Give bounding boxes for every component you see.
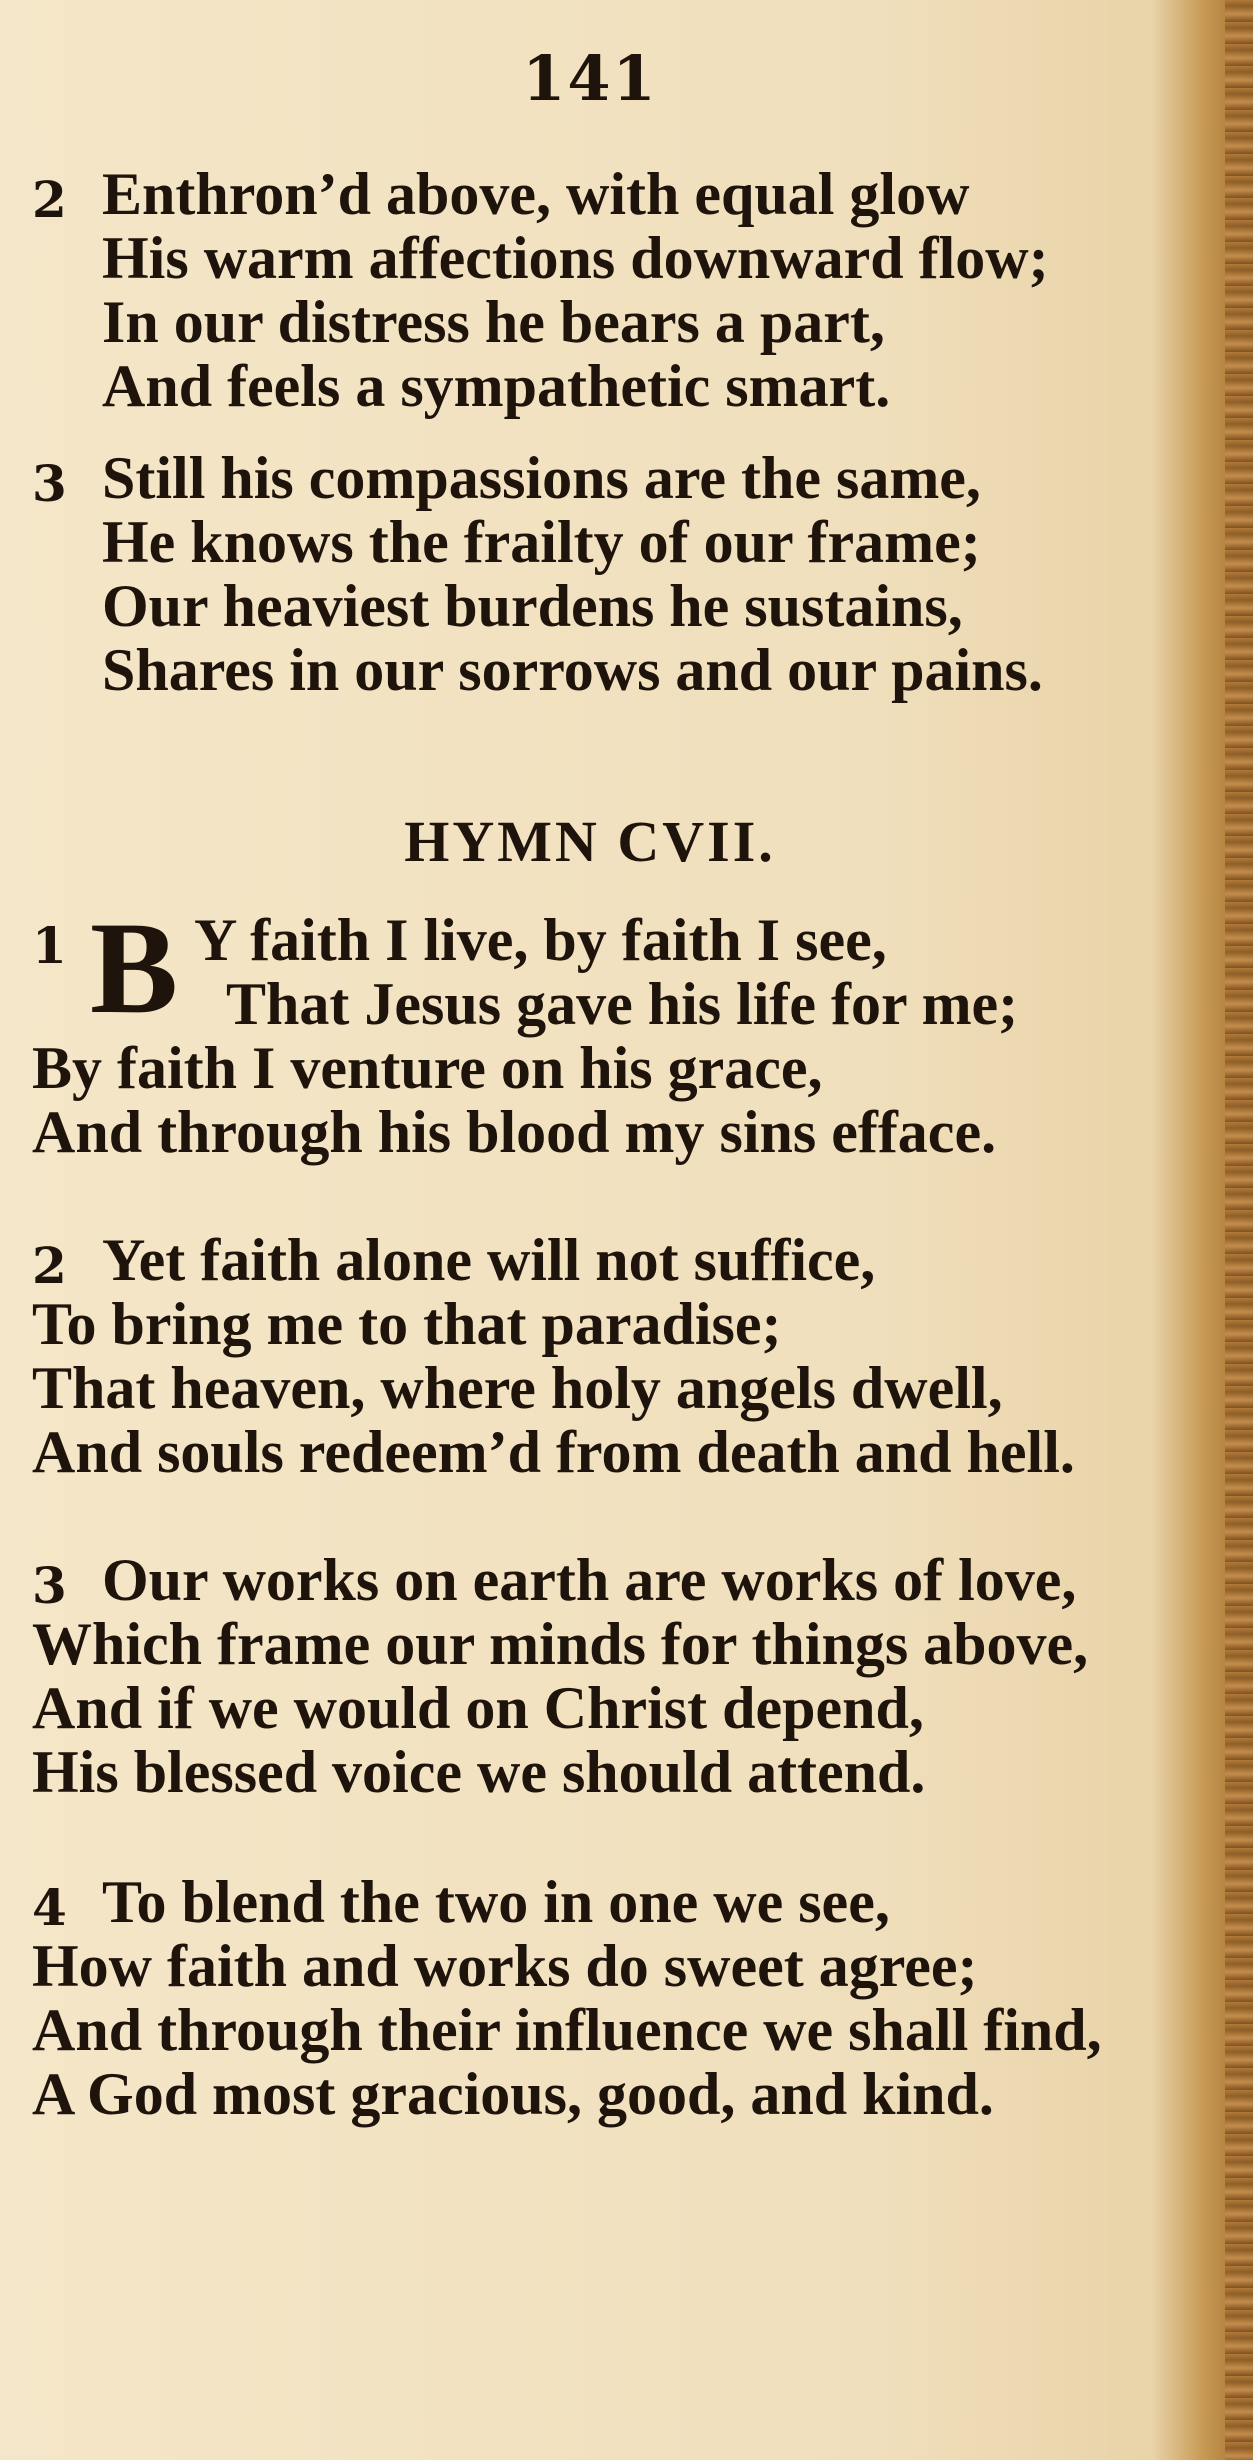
verse-line: Our heaviest burdens he sustains, [102,573,963,639]
verse-line: And feels a sympathetic smart. [102,353,891,419]
prev-hymn-verse-2 [32,162,1049,418]
hymn-verse-3 [32,1548,1088,1804]
verse-line: Which frame our minds for things above, [32,1611,1089,1677]
verse-line: And if we would on Christ depend, [32,1675,924,1741]
hymn-title: HYMN CVII. [404,809,776,874]
verse-line: Still his compassions are the same, [102,445,981,511]
verse-line: Enthron’d above, with equal glow [102,161,970,227]
verse-line: That heaven, where holy angels dwell, [32,1355,1003,1421]
verse-line: Our works on earth are works of love, [102,1547,1077,1613]
verse-line: In our distress he bears a part, [102,289,885,355]
verse-number: 3 [32,1556,67,1615]
verse-line: His blessed voice we should attend. [32,1739,926,1805]
hymn-verse-1 [32,894,1019,1165]
page-edge [1225,0,1253,2460]
hymn-verse-2 [32,1228,1075,1484]
verse-line: How faith and works do sweet agree; [32,1933,978,1999]
verse-number: 2 [32,1236,67,1295]
verse-line: His warm affections downward flow; [102,225,1049,291]
verse-number: 3 [32,454,67,513]
drop-cap: B [90,894,179,1041]
verse-number: 2 [32,170,67,229]
verse-line: To blend the two in one we see, [102,1869,890,1935]
verse-line: That Jesus gave his life for me; [226,971,1019,1037]
verse-line: And souls redeem’d from death and hell. [32,1419,1075,1485]
page-number: 141 [522,42,658,115]
verse-line: Shares in our sorrows and our pains. [102,637,1043,703]
verse-line: Yet faith alone will not suffice, [102,1227,876,1293]
verse-line: Y faith I live, by faith I see, [194,907,887,973]
verse-number: 4 [32,1878,67,1937]
verse-line: And through their influence we shall find, [32,1997,1102,2063]
prev-hymn-verse-3 [32,446,1043,702]
verse-line: And through his blood my sins efface. [32,1099,997,1165]
verse-line: By faith I venture on his grace, [32,1035,823,1101]
verse-number: 1 [32,916,67,975]
hymn-verse-4 [32,1870,1102,2126]
verse-line: A God most gracious, good, and kind. [32,2061,994,2127]
verse-line: To bring me to that paradise; [32,1291,782,1357]
verse-line: He knows the frailty of our frame; [102,509,981,575]
